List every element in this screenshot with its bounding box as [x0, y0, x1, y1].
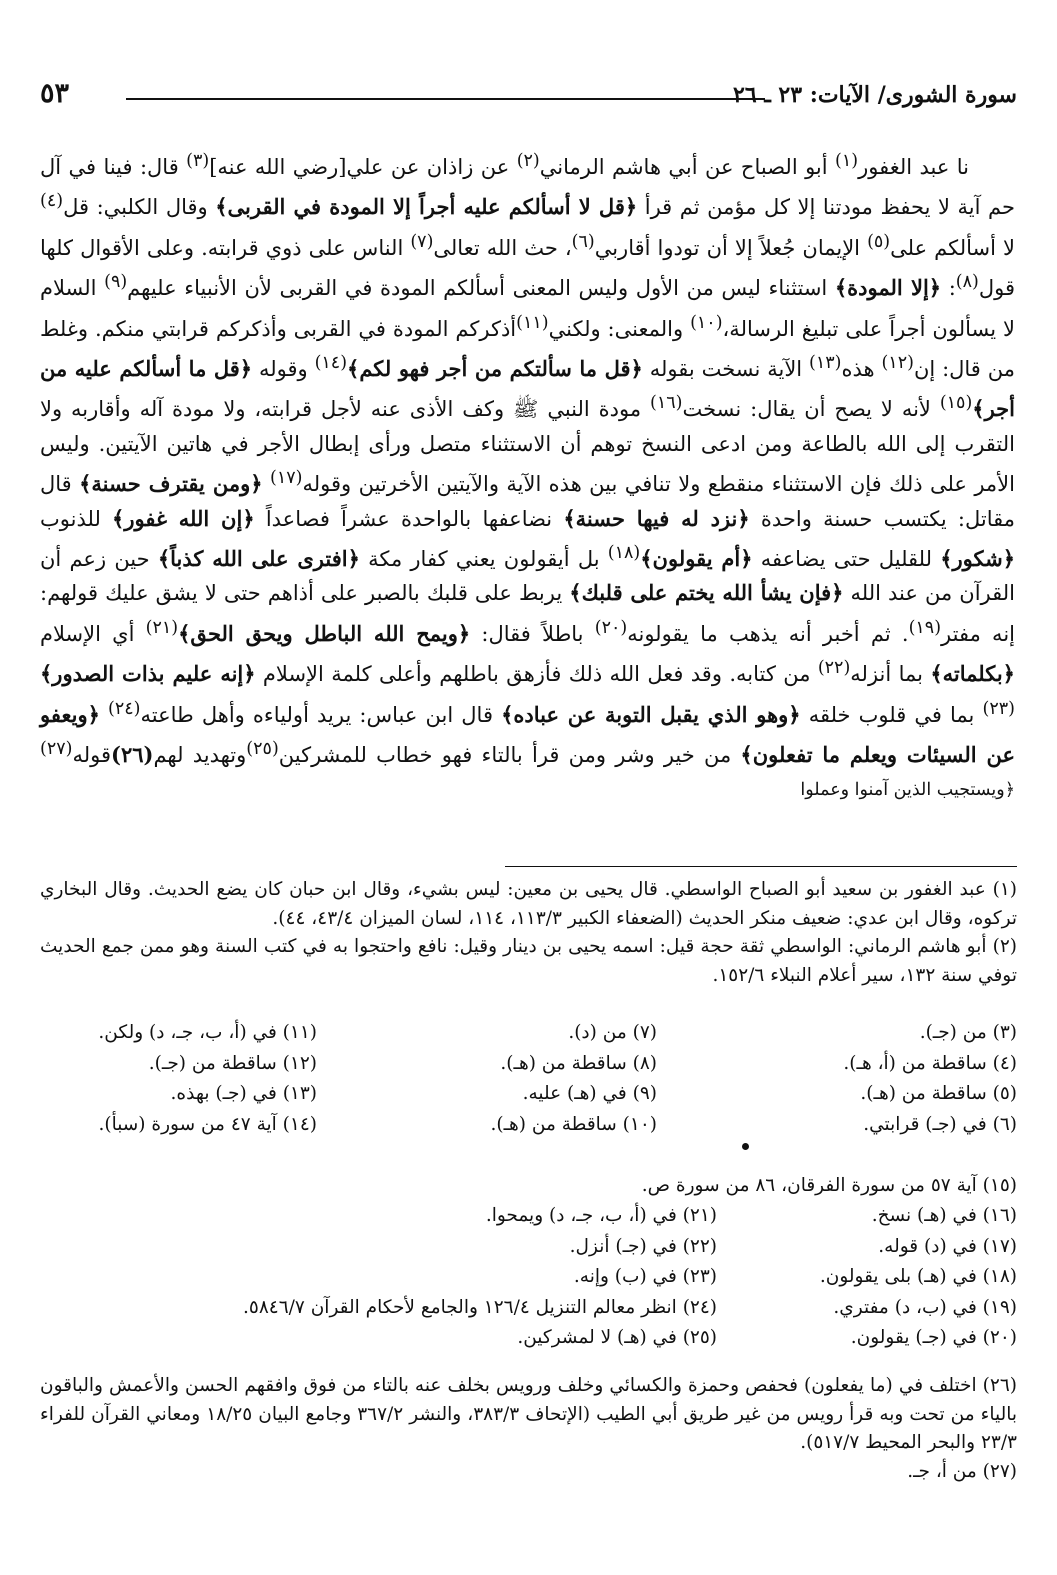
footnote-2: (٢) أبو هاشم الرماني: الواسطي ثقة حجة قيل: اسمه يحيى بن دينار وقيل: نافع واحتجوا به في كتب السنة وهو ممن جمع الحديث توفي سنة ١٣٢، سير أعلام النبلاء ١٥٢/٦. [40, 936, 1017, 986]
footnote-24: (٢٤) انظر معالم التنزيل ١٢٦/٤ والجامع لأحكام القرآن ٥٨٤٦/٧. [243, 1296, 717, 1318]
text-run: هذه [841, 357, 882, 382]
text-run: أبو الصباح عن أبي هاشم الرماني [539, 155, 836, 179]
footnote-17: (١٧) في (د) قوله. [878, 1235, 1017, 1257]
footnote-ref: (٥) [867, 231, 891, 252]
quran-quote: ﴿قل لا أسألكم عليه أجراً إلا المودة في القربى﴾ [215, 194, 638, 220]
footnote-9: (٩) في (هـ) عليه. [522, 1083, 657, 1104]
footnote-ref: (٦) [571, 231, 595, 252]
footnote-12: (١٢) ساقطة من (جـ). [148, 1052, 317, 1074]
quran-quote: ﴿قل ما أسألكم عليه من أجر﴾ [40, 356, 1015, 422]
footnote-ref: (١٢) [881, 353, 914, 374]
footnote-22: (٢٢) في (جـ) أنزل. [569, 1235, 717, 1257]
text-run: من خير وشر ومن قرأ بالتاء فهو خطاب للمشركين [278, 743, 741, 768]
footnote-ref: (٩) [104, 272, 128, 293]
quran-quote: ﴿ويعفو عن السيئات ويعلم ما تفعلون﴾ [40, 701, 1016, 768]
text-run: عن زاذان عن علي[رضي الله عنه] [209, 155, 517, 179]
text-run: أي الإسلام [40, 621, 146, 646]
footnote-ref: (٣) [186, 151, 210, 171]
text-run: لأنه لا يصح أن يقال: نسخت [682, 397, 940, 422]
text-run: قوله [72, 743, 112, 768]
text-run: من كتابه. وقد فعل الله ذلك فأزهق باطلهم وأعلى كلمة الإسلام [255, 662, 818, 687]
text-run: بل أيقولون يعني كفار مكة [359, 547, 608, 572]
footnote-ref: (١٣) [809, 353, 842, 374]
footnote-ref: (٢٣) [982, 698, 1015, 719]
text-run: السلام لا يسألون أجراً على تبليغ الرسالة، [40, 276, 1016, 341]
quran-quote: ﴿نزد له فيها حسنة﴾ [563, 505, 750, 531]
footnote-ref: (٢٠) [594, 617, 628, 638]
quran-quote: (٢٦) [111, 742, 154, 768]
footnote-ref: (١٩) [908, 617, 942, 638]
text-run: نا عبد الغفور [858, 155, 970, 179]
running-header [40, 78, 1017, 114]
footnote-ref: (٢٢) [817, 658, 851, 679]
footnote-ref: (٧) [410, 231, 434, 252]
footnote-14: (١٤) آية ٤٧ من سورة (سبأ). [98, 1113, 317, 1135]
quran-quote: ﴿بكلماته﴾ [930, 661, 1015, 687]
footnote-ref: (٢٧) [40, 739, 73, 760]
main-text [40, 144, 1015, 813]
text-run: يربط على قلبك بالصبر على أذاهم حتى لا يشق عليك قولهم: إنه مفتر [40, 581, 1015, 646]
footnote-7: (٧) من (د). [568, 1022, 657, 1043]
footnote-1: (١) عبد الغفور بن سعيد أبو الصباح الواسطي. قال يحيى بن معين: ليس بشيء، وقال ابن حبان كان يضع الحديث. وقال البخاري تركوه، وقال ابن عدي: ضعيف منكر الحديث (الضعفاء الكبير ١١٣/٣، ١١٤، لسان الميزان ٤٣/٤، ٤٤). [40, 879, 1017, 929]
footnote-ref: (٢٤) [108, 698, 141, 719]
footnote-4: (٤) ساقطة من (أ، هـ). [843, 1052, 1017, 1074]
footnote-5: (٥) ساقطة من (هـ). [860, 1083, 1017, 1104]
text-run: قال ابن عباس: يريد أولياءه وأهل طاعته [140, 702, 502, 727]
running-title: سورة الشورى/ الآيات: ٢٣ ـ ٢٦ [733, 82, 1017, 108]
quran-quote: ﴿شكور﴾ [940, 546, 1016, 572]
footnote-column [657, 1018, 1017, 1140]
footnote-separator [505, 866, 1017, 867]
footnote-ref: ﴿ويستجيب الذين آمنوا وعملوا [800, 779, 1015, 800]
header-rule [126, 98, 765, 100]
text-run: . ثم أخبر أنه يذهب ما يقولونه [627, 621, 909, 646]
quran-quote: ﴿ويمح الله الباطل ويحق الحق﴾ [178, 620, 471, 646]
quran-quote: ﴿إنه عليم بذات الصدور﴾ [40, 661, 256, 687]
text-run: قال: فينا في آل حم آية لا يحفظ مودتنا إلا كل مؤمن ثم قرأ [40, 155, 1015, 220]
text-run: مودة النبي ﷺ وكف الأذى عنه لأجل قرابته، ولا مودة آله وأقاربه ولا التقرب إلى الله بالطاعة ومن ادعى النسخ توهم أن الاستثناء متصل ورأى إبطال الأجر في هاتين الآيتين. وليس الأمر على ذلك فإن الاستثناء منقطع ولا تنافي بين هذه الآية والآيتين الأخرتين وقوله [40, 397, 1015, 497]
quran-quote: ﴿فإن يشأ الله يختم على قلبك﴾ [569, 580, 844, 606]
footnote-ref: (١٦) [650, 393, 683, 414]
footnote-6: (٦) في (جـ) قرابتي. [863, 1113, 1017, 1135]
footnote-ref: (١٠) [690, 312, 723, 333]
footnote-ref: (٨) [955, 272, 979, 293]
text-run: نضاعفها بالواحدة عشراً فصاعداً [254, 506, 564, 531]
text-run: وقوله [252, 357, 315, 382]
text-run: باطلاً فقال: [470, 621, 595, 646]
footnote-13: (١٣) في (جـ) بهذه. [170, 1083, 317, 1104]
quran-quote: ﴿وهو الذي يقبل التوبة عن عباده﴾ [501, 701, 801, 727]
text-run: استثناء ليس من الأول وليس المعنى أسألكم المودة في القربى لأن الأنبياء عليهم [127, 276, 835, 301]
footnote-column [317, 1018, 657, 1140]
text-run: بما أنزله [850, 662, 931, 687]
text-run: الإيمان جُعلاً إلا أن تودوا أقاربي [594, 235, 868, 260]
footnotes-grid-a [40, 1018, 1017, 1140]
footnote-27: (٢٧) من أ، جـ. [907, 1460, 1017, 1482]
footnote-ref: (١١) [516, 312, 549, 333]
text-run: ، حث الله تعالى [433, 235, 572, 260]
footnote-ref: (٢١) [145, 617, 179, 638]
text-run: وتهديد لهم [153, 743, 247, 768]
footnotes-grid-b [40, 1201, 1017, 1354]
footnote-ref: (١٥) [939, 393, 973, 414]
footnote-ref: (٢) [516, 151, 540, 171]
footnote-25: (٢٥) في (هـ) لا لمشركين. [517, 1327, 717, 1348]
text-run: قال مقاتل: يكتسب حسنة واحدة [40, 472, 1016, 531]
footnote-column [40, 1018, 317, 1140]
footnote-16: (١٦) في (هـ) نسخ. [871, 1205, 1017, 1226]
footnote-ref: (١٨) [607, 543, 641, 564]
footnote-ref: (١) [835, 151, 859, 171]
footnote-column [717, 1201, 1017, 1354]
text-run: : [941, 276, 956, 301]
text-run: حين زعم أن القرآن من عند الله [40, 547, 1015, 606]
footnote-11: (١١) في (أ، ب، جـ، د) ولكن. [98, 1022, 317, 1043]
text-run [100, 703, 108, 727]
footnote-19: (١٩) في (ب، د) مفتري. [833, 1296, 1017, 1318]
footnote-ref: (٤) [40, 191, 64, 212]
text-run: بما في قلوب خلقه [800, 702, 983, 727]
quran-quote: ﴿قل ما سألتكم من أجر فهو لكم﴾ [347, 356, 643, 382]
text-run: الآية نسخت بقوله [642, 357, 810, 382]
footnote-23: (٢٣) في (ب) وإنه. [573, 1266, 717, 1287]
footnote-20: (٢٠) في (جـ) يقولون. [850, 1327, 1017, 1348]
footnotes-long-b [40, 1372, 1017, 1486]
text-run: وقال الكلبي: قل [63, 195, 216, 220]
text-run: أذكركم المودة في القربى وأذكركم قرابتي منكم. وغلط من قال: إن [40, 316, 1015, 382]
page-number: ٥٣ [40, 78, 70, 109]
quran-quote: ﴿ومن يقترف حسنة﴾ [79, 471, 263, 497]
quran-quote: ﴿إلا المودة﴾ [834, 275, 942, 301]
footnotes-long-a [40, 876, 1017, 990]
footnote-21: (٢١) في (أ، ب، جـ، د) ويمحوا. [485, 1205, 717, 1226]
quran-quote: ﴿أم يقولون﴾ [640, 546, 753, 572]
footnote-column [40, 1201, 717, 1354]
footnote-8: (٨) ساقطة من (هـ). [500, 1052, 657, 1074]
text-run: الناس على ذوي قرابته. وعلى الأقوال كلها قول [40, 235, 1015, 301]
footnote-18: (١٨) في (هـ) بلى يقولون. [819, 1266, 1017, 1287]
footnote-15: (١٥) آية ٥٧ من سورة الفرقان، ٨٦ من سورة ص. [641, 1175, 1017, 1196]
quran-quote: ﴿إن الله غفور﴾ [112, 505, 255, 531]
stray-dot [742, 1143, 749, 1150]
text-run: للذنوب [40, 506, 113, 531]
footnote-ref: (٢٥) [246, 739, 279, 760]
quran-quote: ﴿افترى على الله كذباً﴾ [157, 546, 360, 572]
text-run: للقليل حتى يضاعفه [752, 547, 941, 572]
footnote-ref: (١٧) [270, 468, 303, 489]
footnote-ref: (١٤) [314, 353, 348, 374]
tafsir-paragraph [40, 144, 1015, 813]
text-run: والمعنى: ولكني [548, 316, 691, 341]
text-run [263, 472, 270, 496]
footnote-3: (٣) من (جـ). [919, 1022, 1017, 1043]
footnote-26: (٢٦) اختلف في (ما يفعلون) فحفص وحمزة والكسائي وخلف ورويس بخلف عنه بالتاء من فوق وافقهم الحسن والأعمش والباقون بالياء من تحت وبه قرأ رويس من غير طريق أبي الطيب (الإتحاف ٣٨٣/٣، والنشر ٣٦٧/٢ وجامع البيان ١٨/٢٥ ومعاني القرآن للفراء ٢٣/٣ والبحر المحيط ٥١٧/٧). [40, 1375, 1017, 1453]
footnote-10: (١٠) ساقطة من (هـ). [490, 1113, 657, 1135]
text-run: لا أسألكم على [890, 235, 1015, 260]
